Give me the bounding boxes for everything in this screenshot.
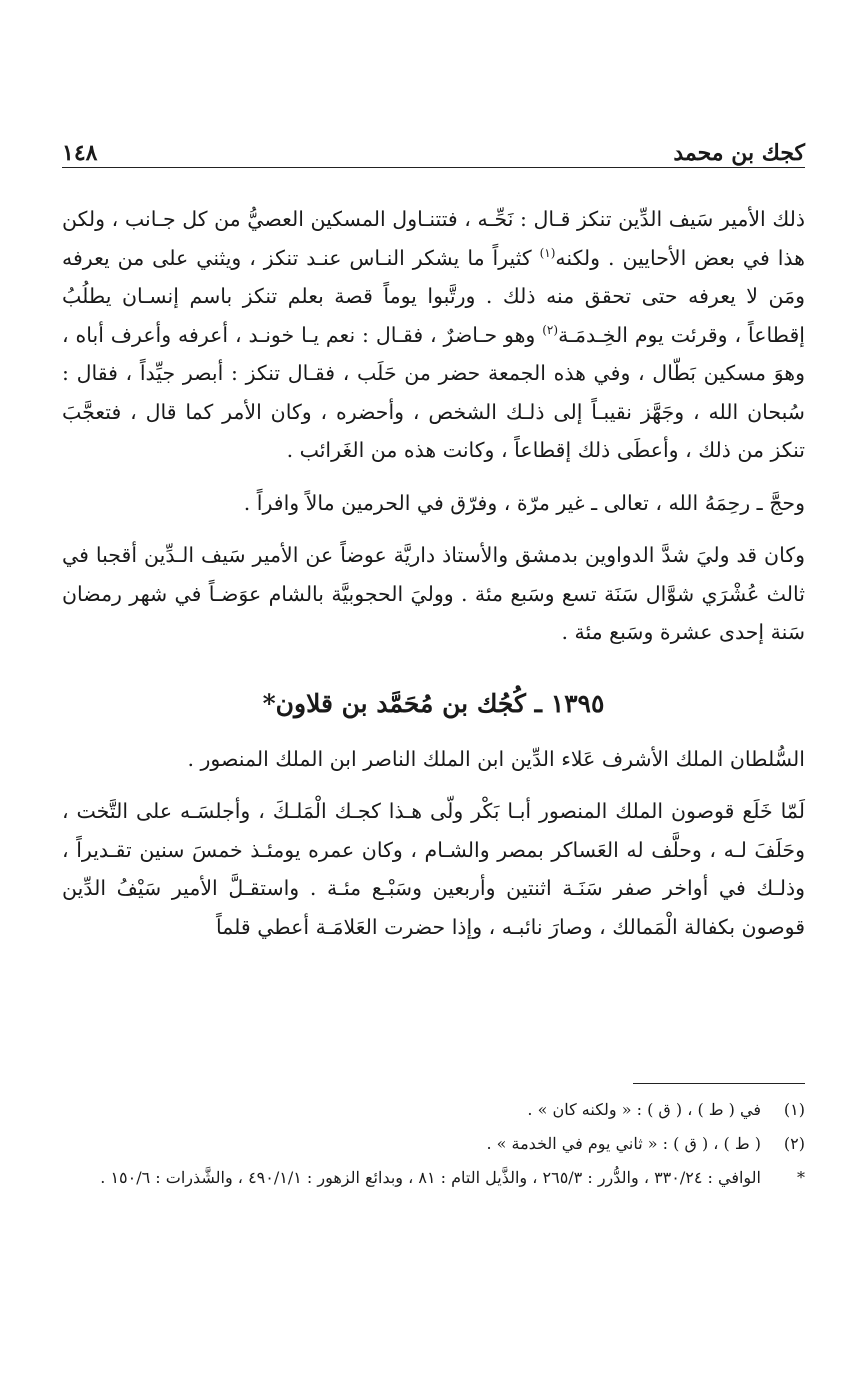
- paragraph-2: وحجَّ ـ رحِمَهُ الله ، تعالى ـ غير مرّة ، وفرّق في الحرمين مالاً وافراً .: [243, 490, 805, 515]
- running-title: كجك بن محمد: [673, 140, 805, 166]
- footnote-ref-2: (٢): [542, 322, 559, 337]
- footnote-mark: (١): [783, 1100, 805, 1119]
- footnote-2: [62, 1129, 805, 1159]
- footnote-mark: (٢): [783, 1134, 805, 1153]
- footnote-ref-1: (١): [539, 245, 556, 260]
- footnote-rule: [633, 1083, 805, 1084]
- footnote-1: [62, 1095, 805, 1125]
- main-text: [62, 200, 805, 946]
- paragraph-1-part-a: ذلك الأمير سَيف الدِّين تنكز قـال : نَحِّـه ، فتتنـاول المسكين العصيُّ من كل جـانب ، ولكن هذا في بعض الأحايين . ولكنه: [62, 207, 805, 270]
- header-rule: [62, 167, 805, 168]
- paragraph-5: لَمّا خَلَع قوصون الملك المنصور أبـا بَكْر ولّى هـذا كجـك الْمَلـكَ ، وأجلسَـه على التَّخت ، وحَلَفَ لـه ، وحلَّف له العَساكر بمصر والشـام ، وكان عمره يومئـذ خمسَ سنين تقـديراً ، وذلـك في أواخر صفر سَنَـة اثنتين وأربعين وسَبْـع مئـة . واستقـلَّ الأمير سَيْفُ الدِّين قوصون بكفالة الْمَمالك ، وصارَ نائبـه ، وإذا حضرت العَلامَـة أعطي قلماً: [62, 799, 805, 939]
- paragraph-4: السُّلطان الملك الأشرف عَلاء الدِّين ابن الملك الناصر ابن الملك المنصور .: [187, 746, 805, 771]
- running-header: [62, 130, 805, 166]
- paragraph-1: [62, 200, 805, 470]
- footnote-text: الوافي : ٣٣٠/٢٤ ، والدُّرر : ٢٦٥/٣ ، والذَّيل التام : ٨١ ، وبدائع الزهور : ٤٩٠/١/١ ، والشَّذرات : ١٥٠/٦ .: [100, 1168, 761, 1187]
- footnote-text: في ( ط ) ، ( ق ) : « ولكنه كان » .: [527, 1100, 761, 1119]
- footnote-mark: *: [797, 1168, 805, 1187]
- paragraph-1-part-c: وهو حـاضرٌ ، فقـال : نعم يـا خونـد ، أعرفه وأعرف أباه ، وهوَ مسكين بَطّال ، وفي هذه الجمعة حضر من حَلَب ، فقـال تنكز : أبصر جيِّداً ، فقال : سُبحان الله ، وجَهَّز نقيبـاً إلى ذلـك الشخص ، وأحضره ، وكان الأمر كما قال ، فتعجَّبَ تنكز من ذلك ، وأعطَى ذلك إقطاعاً ، وكانت هذه من الغَرائب .: [62, 322, 805, 462]
- page-number: ١٤٨: [62, 140, 98, 166]
- paragraph-3: وكان قد وليَ شدَّ الدواوين بدمشق والأستاذ داريَّة عوضاً عن الأمير سَيف الـدِّين أقجبا في ثالث عُشْرَي شوَّال سَنَة تسع وسَبع مئة . ووليَ الحجوبيَّة بالشام عوَضـاً في شهر رمضان سَنة إحدى عشرة وسَبع مئة .: [62, 543, 805, 644]
- footnote-sources: [62, 1163, 805, 1193]
- footnotes: [62, 1095, 805, 1193]
- paragraph-1-part-b: كثيراً ما يشكر النـاس عنـد تنكز ، ويثني على من يعرفه ومَن لا يعرفه حتى تحقق منه ذلك . ورتَّبوا يوماً قصة بعلم تنكز باسم إنسـان يطلُبُ إقطاعاً ، وقرئت يوم الخِـدمَـة: [62, 245, 805, 347]
- footnote-text: ( ط ) ، ( ق ) : « ثاني يوم في الخدمة » .: [486, 1134, 761, 1153]
- entry-title: ١٣٩٥ ـ كُجُك بن مُحَمَّد بن قلاون*: [262, 688, 605, 718]
